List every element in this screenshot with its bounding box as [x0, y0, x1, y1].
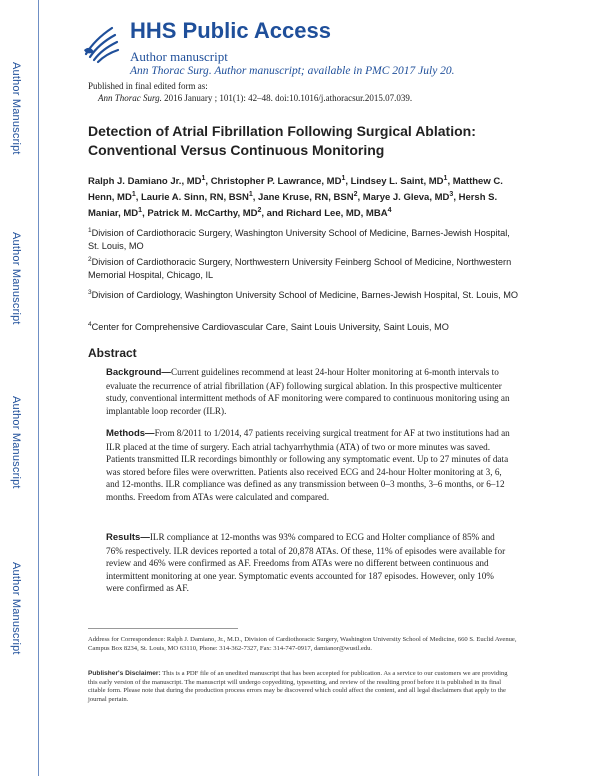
author-affiliation-number: 1	[131, 191, 136, 199]
article-title: Detection of Atrial Fibrillation Following Surgical Ablation: Conventional Versus Continuous Monitoring	[88, 123, 476, 158]
author-name: Hersh S. Maniar, MD	[88, 192, 498, 220]
availability-line	[130, 65, 455, 77]
footnote-divider	[88, 628, 238, 629]
author-entry	[211, 176, 351, 187]
correspondence-note: Address for Correspondence: Ralph J. Damiano, Jr., M.D., Division of Cardiothoracic Surgery, Washington University School of Medicine, 660 S. Euclid Avenue, Campus Box 8234, St. Louis, MO 63110, Phone: 314-362-7327, Fax: 314-747-0917, damianor@wustl.edu.	[88, 636, 517, 652]
author-entry	[351, 176, 453, 187]
author-name: Ralph J. Damiano Jr., MD	[88, 176, 202, 188]
author-separator: , and	[261, 208, 287, 220]
methods-text: From 8/2011 to 1/2014, 47 patients receiving surgical treatment for AF at two institutions had an ILR placed at the time of surgery. Each atrial tachyarrhythmia (ATA) of two or more minutes was saved. Patients transmitted ILR recordings bimonthly or following any symptomatic event. Up to 27 minutes of data was stored before files were overwritten. Patients also received ECG and 24-hour Holter monitoring at 3, 6, and 12-months. ILR compliance was defined as any transmission between 0–3 months, 3–6 months, or 6–12 months. Freedom from ATAs were calculated and compared.	[106, 428, 510, 502]
sidebar-label-1: Author Manuscript	[10, 62, 22, 155]
author-separator: ,	[205, 176, 211, 188]
author-separator: ,	[345, 176, 351, 188]
hhs-title: HHS Public Access	[130, 18, 331, 43]
sidebar-label-4: Author Manuscript	[10, 562, 22, 655]
author-name: Christopher P. Lawrance, MD	[210, 176, 342, 188]
author-affiliation-number: 1	[138, 207, 143, 215]
author-separator: ,	[453, 192, 459, 204]
citation-journal: Ann Thorac Surg.	[98, 93, 162, 103]
abstract-results	[106, 531, 512, 595]
author-separator: ,	[252, 192, 259, 204]
author-separator: ,	[447, 176, 453, 188]
disclaimer-label: Publisher's Disclaimer:	[88, 670, 161, 677]
author-list	[88, 172, 518, 220]
affiliation-number: 2	[88, 256, 92, 263]
author-affiliation-number: 2	[353, 191, 358, 199]
author-name: Laurie A. Sinn, RN, BSN	[141, 192, 249, 204]
author-entry	[258, 192, 363, 203]
author-entry	[88, 176, 211, 187]
abstract-methods	[106, 427, 512, 504]
affiliation-2	[88, 253, 518, 282]
affiliation-text: Division of Cardiology, Washington University School of Medicine, Barnes-Jewish Hospital, St. Louis, MO	[91, 290, 518, 301]
sidebar-label-3: Author Manuscript	[10, 396, 22, 489]
affiliation-number: 3	[88, 289, 92, 296]
abstract-heading: Abstract	[88, 346, 137, 360]
author-name: Matthew C. Henn, MD	[88, 176, 503, 204]
methods-label: Methods—	[106, 428, 155, 439]
affiliation-1	[88, 224, 518, 253]
affiliation-3	[88, 286, 518, 302]
sidebar-divider	[38, 0, 39, 776]
disclaimer-text: This is a PDF file of an unedited manuscript that has been accepted for publication. As a service to our customers we are providing this early version of the manuscript. The manuscript will undergo copyediting, typesetting, and review of the resulting proof before it is published in its final citable form. Please note that during the production process errors may be discovered which could affect the content, and all legal disclaimers that apply to the journal pertain.	[88, 670, 508, 703]
published-label: Published in final edited form as:	[88, 81, 208, 91]
author-affiliation-number: 3	[449, 191, 454, 199]
hhs-eagle-logo-icon	[80, 20, 120, 64]
results-text: ILR compliance at 12-months was 93% compared to ECG and Holter compliance of 85% and 76% respectively. ILR devices reported a total of 20,878 ATAs. Of these, 11% of episodes were available for review and 46% were confirmed as AF. Freedoms from ATAs were no different between continuous and intermittent monitoring at one year. Symptomatic events accounted for 187 episodes. However, only 10% were confirmed as AF.	[106, 532, 506, 594]
publisher-disclaimer	[88, 670, 518, 704]
author-separator: ,	[142, 208, 148, 220]
author-affiliation-number: 1	[248, 191, 253, 199]
background-label: Background—	[106, 367, 171, 378]
journal-abbrev: Ann Thorac Surg	[130, 65, 209, 77]
author-manuscript-sidebar	[0, 0, 40, 776]
results-label: Results—	[106, 532, 150, 543]
author-name: Patrick M. McCarthy, MD	[147, 208, 258, 220]
author-entry	[363, 192, 459, 203]
author-separator: ,	[135, 192, 141, 204]
author-name: Richard Lee, MD, MBA	[286, 208, 388, 220]
publication-info	[88, 80, 412, 104]
manuscript-label: Author manuscript	[130, 49, 228, 64]
abstract-background	[106, 366, 512, 417]
affiliation-number: 1	[88, 227, 92, 234]
affiliation-text: Division of Cardiothoracic Surgery, Northwestern University Feinberg School of Medicine, Northwestern Memorial Hospital, Chicago, IL	[88, 257, 512, 281]
affiliation-4	[88, 318, 518, 334]
author-affiliation-number: 2	[257, 207, 262, 215]
author-name: Jane Kruse, RN, BSN	[258, 192, 354, 204]
citation-details: 2016 January ; 101(1): 42–48. doi:10.1016/j.athoracsur.2015.07.039.	[164, 93, 413, 103]
author-name: Lindsey L. Saint, MD	[350, 176, 444, 188]
author-affiliation-number: 1	[341, 175, 346, 182]
citation-line	[88, 92, 412, 104]
author-affiliation-number: 4	[387, 207, 392, 215]
sidebar-label-2: Author Manuscript	[10, 232, 22, 325]
affiliation-number: 4	[88, 321, 92, 328]
author-entry	[147, 208, 286, 219]
author-name: Marye J. Gleva, MD	[362, 192, 450, 204]
affiliation-text: Center for Comprehensive Cardiovascular Care, Saint Louis University, Saint Louis, MO	[91, 322, 449, 333]
availability-text: . Author manuscript; available in PMC 2017 July 20.	[208, 65, 455, 77]
author-affiliation-number: 1	[443, 175, 448, 182]
author-entry	[286, 208, 391, 219]
author-separator: ,	[357, 192, 363, 204]
author-entry	[141, 192, 258, 203]
background-text: Current guidelines recommend at least 24-hour Holter monitoring at 6-month intervals to evaluate the recurrence of atrial fibrillation (AF) following surgical ablation. In this prospective multicenter study, conventional intermittent methods of AF monitoring were compared to continuous monitoring using an implantable loop recorder (ILR).	[106, 367, 510, 416]
author-affiliation-number: 1	[201, 175, 206, 182]
affiliation-text: Division of Cardiothoracic Surgery, Washington University School of Medicine, Barnes-Jewish Hospital, St. Louis, MO	[88, 228, 510, 252]
